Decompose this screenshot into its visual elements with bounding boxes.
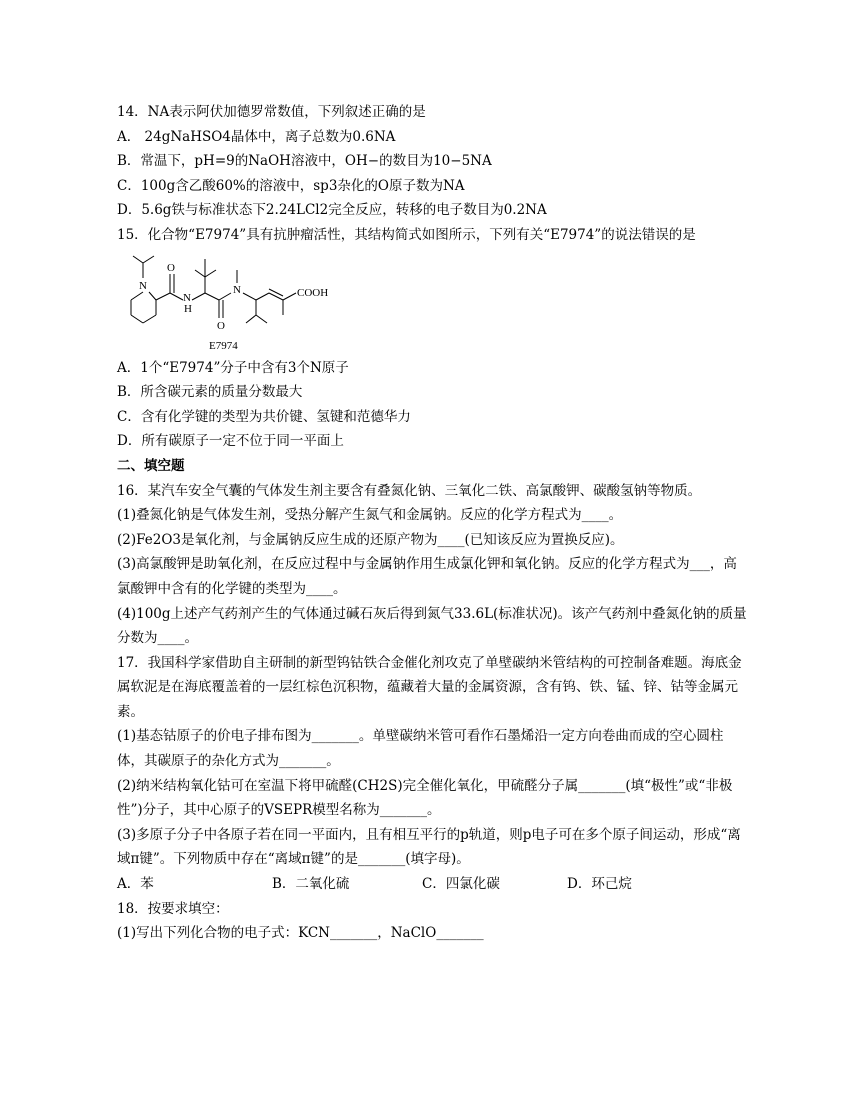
q16-part3: (3)高氯酸钾是助氧化剂，在反应过程中与金属钠作用生成氯化钾和氧化钠。反应的化学方程式为___，高氯酸钾中含有的化学键的类型为____。 <box>117 556 737 597</box>
atom-n-ring: N <box>139 279 147 292</box>
q15-option-a: A．1个“E7974”分子中含有3个N原子 <box>117 359 349 376</box>
q15-option-d: D．所有碳原子一定不位于同一平面上 <box>117 433 344 450</box>
atom-o-amide1: O <box>167 261 175 274</box>
q14-option-b: B．常温下，pH=9的NaOH溶液中，OH−的数目为10−5NA <box>117 153 492 170</box>
e7974-structure-figure <box>117 248 747 354</box>
q15-option-c: C．含有化学键的类型为共价键、氢键和范德华力 <box>117 408 411 425</box>
atom-n-methyl: N <box>233 283 241 296</box>
q14-option-a: A． 24gNaHSO4晶体中，离子总数为0.6NA <box>117 128 396 145</box>
q18-part1: (1)写出下列化合物的电子式：KCN_______，NaClO_______ <box>117 925 484 942</box>
atom-h-amide1: H <box>184 302 192 315</box>
atom-n-amide1: N <box>183 291 191 304</box>
exam-content <box>117 100 747 946</box>
q17-part2: (2)纳米结构氧化钴可在室温下将甲硫醛(CH2S)完全催化氧化，甲硫醛分子属_______(填“极性”或“非极性”)分子，其中心原子的VSEPR模型名称为_______。 <box>117 777 733 819</box>
q17-choice-d: D．环己烷 <box>567 876 632 893</box>
q15-stem: 15．化合物“E7974”具有抗肿瘤活性，其结构简式如图所示，下列有关“E7974”的说法错误的是 <box>117 226 696 243</box>
e7974-figure-label: E7974 <box>209 339 238 352</box>
e7974-skeletal-formula <box>123 248 383 354</box>
atom-cooh: COOH <box>297 286 329 299</box>
q14-option-c: C．100g含乙酸60%的溶液中，sp3杂化的O原子数为NA <box>117 177 465 194</box>
q17-choice-c: C．四氯化碳 <box>422 876 500 893</box>
q17-choice-a: A．苯 <box>117 876 154 893</box>
q16-part1: (1)叠氮化钠是气体发生剂，受热分解产生氮气和金属钠。反应的化学方程式为____。 <box>117 507 623 524</box>
section-title-fill-in: 二、填空题 <box>117 457 185 474</box>
q15-option-b: B．所含碳元素的质量分数最大 <box>117 384 303 401</box>
q16-part2: (2)Fe2O3是氧化剂，与金属钠反应生成的还原产物为____(已知该反应为置换反应)。 <box>117 531 624 548</box>
q17-stem: 17．我国科学家借助自主研制的新型钨钴铁合金催化剂攻克了单壁碳纳米管结构的可控制备难题。海底金属软泥是在海底覆盖着的一层红棕色沉积物，蕴藏着大量的金属资源，含有钨、铁、锰、锌、钴等金属元素。 <box>117 654 742 720</box>
q16-part4: (4)100g上述产气药剂产生的气体通过碱石灰后得到氮气33.6L(标准状况)。该产气药剂中叠氮化钠的质量分数为____。 <box>117 605 747 647</box>
q18-stem: 18．按要求填空： <box>117 900 229 917</box>
q17-part3: (3)多原子分子中各原子若在同一平面内，且有相互平行的p轨道，则p电子可在多个原子间运动，形成“离域π键”。下列物质中存在“离域π键”的是_______(填字母)。 <box>117 826 741 868</box>
q17-choices <box>117 872 747 897</box>
atom-o-amide2: O <box>217 319 225 332</box>
q14-stem: 14．NA表示阿伏加德罗常数值，下列叙述正确的是 <box>117 104 426 120</box>
q17-part1: (1)基态钴原子的价电子排布图为_______。单壁碳纳米管可看作石墨烯沿一定方向卷曲而成的空心圆柱体，其碳原子的杂化方式为_______。 <box>117 728 724 770</box>
q14-option-d: D．5.6g铁与标准状态下2.24LCl2完全反应，转移的电子数目为0.2NA <box>117 202 547 219</box>
q17-choice-b: B．二氧化硫 <box>272 876 350 893</box>
q16-stem: 16．某汽车安全气囊的气体发生剂主要含有叠氮化钠、三氧化二铁、高氯酸钾、碳酸氢钠等物质。 <box>117 482 702 499</box>
